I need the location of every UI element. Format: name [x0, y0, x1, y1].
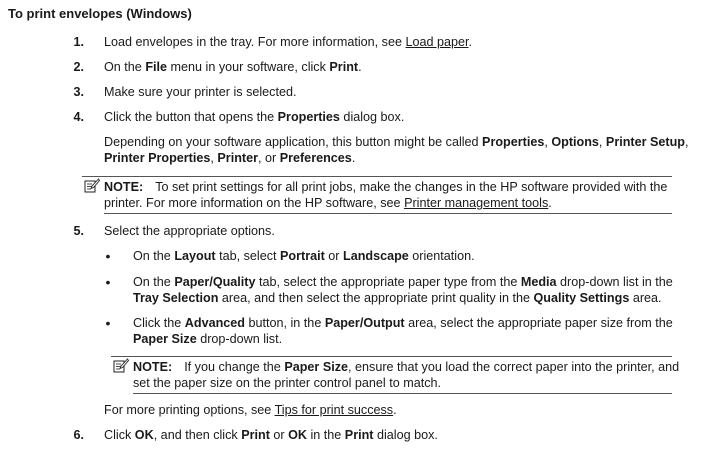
note-1-bottom-rule: [104, 213, 672, 214]
bullet-3-line-2: Paper Size drop-down list.: [133, 332, 283, 346]
step-3-number: 3.: [73, 85, 84, 99]
bullet-1-marker: •: [105, 248, 111, 264]
step-2-number: 2.: [73, 60, 84, 74]
step-4-number: 4.: [73, 110, 84, 124]
note-1-line-1: NOTE: To set print settings for all print jobs, make the changes in the HP software provided with the: [104, 180, 668, 194]
more-options-text: For more printing options, see Tips for print success.: [104, 403, 397, 417]
step-6-text: Click OK, and then click Print or OK in the Print dialog box.: [104, 428, 438, 442]
bullet-3-line-1: Click the Advanced button, in the Paper/Output area, select the appropriate paper size from the: [133, 316, 673, 330]
bullet-2-line-1: On the Paper/Quality tab, select the appropriate paper type from the Media drop-down list in the: [133, 275, 673, 289]
step-1-text: Load envelopes in the tray. For more information, see Load paper.: [104, 35, 473, 49]
step-5-text: Select the appropriate options.: [104, 224, 275, 238]
section-title: To print envelopes (Windows): [8, 6, 192, 21]
note-1-top-rule: [82, 176, 672, 177]
note-2-line-1: NOTE: If you change the Paper Size, ensure that you load the correct paper into the printer, and: [133, 360, 680, 374]
step-6-number: 6.: [73, 428, 84, 442]
note-icon: [84, 178, 100, 193]
tips-for-print-success-link[interactable]: Tips for print success: [274, 403, 394, 417]
load-paper-link[interactable]: Load paper: [405, 35, 469, 49]
bullet-1-text: On the Layout tab, select Portrait or Landscape orientation.: [133, 249, 475, 263]
bullet-2-marker: •: [105, 274, 111, 290]
bullet-3-marker: •: [105, 315, 111, 331]
note-2-label: NOTE:: [133, 360, 173, 374]
step-2-text: On the File menu in your software, click Print.: [104, 60, 362, 74]
note-1-label: NOTE:: [104, 180, 144, 194]
step-1-number: 1.: [73, 35, 84, 49]
note-2-top-rule: [111, 356, 672, 357]
note-1-line-2: printer. For more information on the HP software, see Printer management tools.: [104, 196, 552, 210]
note-2-bottom-rule: [133, 393, 672, 394]
bullet-2-line-2: Tray Selection area, and then select the appropriate print quality in the Quality Settings area.: [133, 291, 662, 305]
printer-management-tools-link[interactable]: Printer management tools: [404, 196, 549, 210]
step-4-text: Click the button that opens the Properties dialog box.: [104, 110, 405, 124]
note-icon: [113, 358, 129, 373]
step-4-description-line-2: Printer Properties, Printer, or Preferences.: [104, 151, 356, 165]
step-5-number: 5.: [73, 224, 84, 238]
note-2-line-2: set the paper size on the printer control panel to match.: [133, 376, 442, 390]
step-3-text: Make sure your printer is selected.: [104, 85, 297, 99]
step-4-description-line-1: Depending on your software application, this button might be called Properties, Options, Printer Setup,: [104, 135, 689, 149]
